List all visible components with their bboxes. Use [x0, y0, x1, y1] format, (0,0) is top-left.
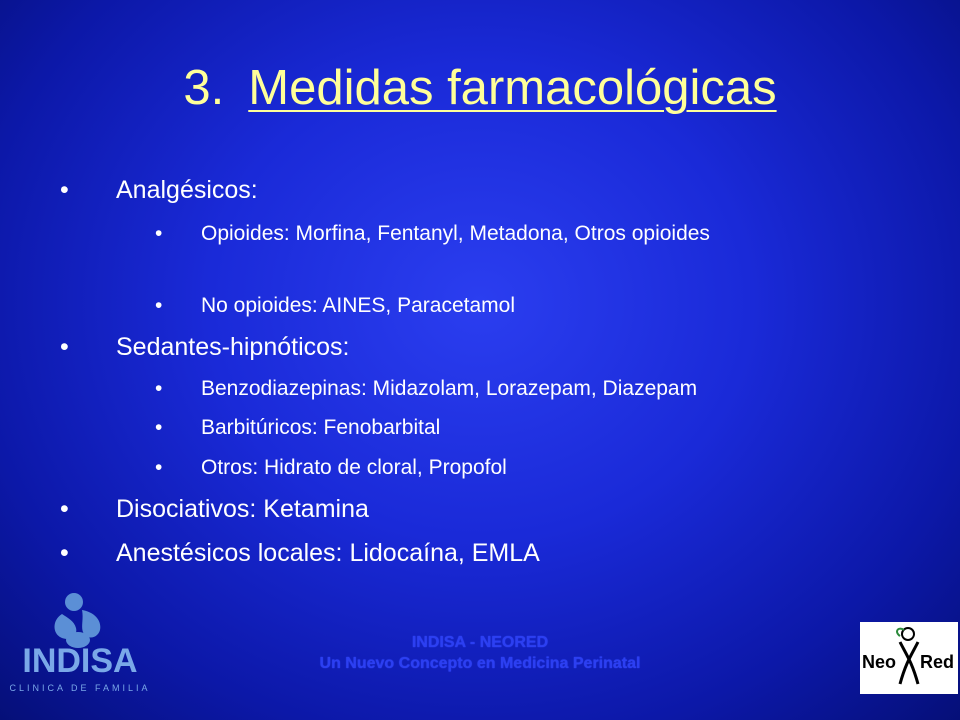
bullet-icon: • [60, 495, 69, 523]
bullet-icon: • [155, 377, 163, 400]
bullet-text: Opioides: Morfina, Fentanyl, Metadona, Otros opioides [201, 222, 710, 245]
bullet-text: No opioides: AINES, Paracetamol [201, 294, 515, 317]
slide-title [0, 58, 960, 118]
footer-line-2: Un Nuevo Concepto en Medicina Perinatal [319, 655, 641, 672]
bullet-icon: • [155, 456, 163, 479]
bullet-icon: • [155, 294, 163, 317]
bullet-text: Barbitúricos: Fenobarbital [201, 416, 441, 439]
title-text: Medidas farmacológicas [248, 61, 777, 115]
bullet-text: Sedantes-hipnóticos: [116, 333, 350, 361]
bullet-icon: • [155, 222, 163, 245]
bullet-icon: • [60, 539, 69, 567]
indisa-logo [8, 590, 153, 700]
indisa-logo-tagline: CLINICA DE FAMILIA [9, 683, 151, 693]
indisa-logo-name: INDISA [22, 642, 138, 680]
neored-logo-left: Neo [862, 652, 897, 672]
bullet-text: Analgésicos: [116, 176, 258, 204]
neored-logo-right: Red [920, 652, 955, 672]
bullet-text: Anestésicos locales: Lidocaína, EMLA [116, 539, 540, 567]
bullet-text: Benzodiazepinas: Midazolam, Lorazepam, Diazepam [201, 377, 698, 400]
title-number: 3. [183, 61, 225, 115]
bullet-text: Otros: Hidrato de cloral, Propofol [201, 456, 507, 479]
footer-line-1: INDISA - NEORED [411, 634, 549, 651]
bullet-icon: • [60, 176, 69, 204]
neored-logo [860, 622, 958, 694]
bullet-icon: • [155, 416, 163, 439]
bullet-text: Disociativos: Ketamina [116, 495, 369, 523]
bullet-icon: • [60, 333, 69, 361]
